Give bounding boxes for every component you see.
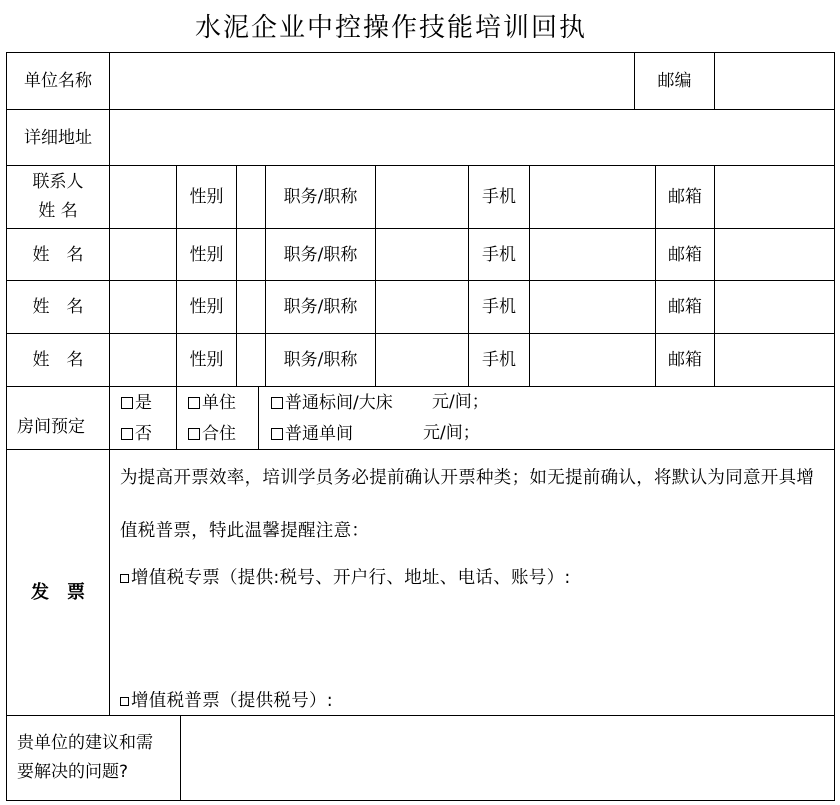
checkbox-icon[interactable] bbox=[271, 397, 283, 409]
email-label: 邮箱 bbox=[655, 228, 715, 281]
invoice-label: 发 票 bbox=[6, 449, 110, 716]
standard-room-label: 普通标间/大床 bbox=[285, 392, 393, 413]
gender-label: 性别 bbox=[176, 333, 237, 387]
contact-label-line-1: 联系人 bbox=[32, 172, 84, 192]
gender-label: 性别 bbox=[176, 165, 237, 229]
name-label: 姓 名 bbox=[6, 228, 110, 281]
contact-2-email-field[interactable] bbox=[714, 228, 835, 281]
address-field[interactable] bbox=[109, 109, 835, 166]
email-label: 邮箱 bbox=[655, 333, 715, 387]
special-invoice-label: 增值税专票（提供:税号、开户行、地址、电话、账号）: bbox=[131, 568, 571, 588]
contact-3-mobile-field[interactable] bbox=[529, 280, 656, 334]
single-room-price-unit: 元/间； bbox=[423, 423, 480, 443]
room-needed-options bbox=[109, 386, 177, 450]
name-label: 姓 名 bbox=[6, 333, 110, 387]
checkbox-icon[interactable] bbox=[188, 397, 200, 409]
checkbox-icon[interactable] bbox=[120, 697, 129, 706]
position-label: 职务/职称 bbox=[265, 165, 376, 229]
contact-3-email-field[interactable] bbox=[714, 280, 835, 334]
position-label: 职务/职称 bbox=[265, 228, 376, 281]
checkbox-icon[interactable] bbox=[121, 428, 133, 440]
contact-3-name-field[interactable] bbox=[109, 280, 177, 334]
mobile-label: 手机 bbox=[468, 228, 530, 281]
special-invoice-option[interactable] bbox=[120, 566, 571, 590]
mobile-label: 手机 bbox=[468, 333, 530, 387]
room-no-label: 否 bbox=[135, 423, 152, 444]
invoice-notice-line-2: 值税普票，特此温馨提醒注意： bbox=[120, 521, 370, 541]
position-label: 职务/职称 bbox=[265, 333, 376, 387]
checkbox-icon[interactable] bbox=[271, 428, 283, 440]
room-type-options bbox=[258, 386, 835, 450]
suggestions-label bbox=[6, 715, 181, 801]
email-label: 邮箱 bbox=[655, 165, 715, 229]
postcode-label: 邮编 bbox=[634, 52, 715, 110]
contact-1-gender-field[interactable] bbox=[236, 165, 266, 229]
mobile-label: 手机 bbox=[468, 280, 530, 334]
checkbox-icon[interactable] bbox=[188, 428, 200, 440]
form-title: 水泥企业中控操作技能培训回执 bbox=[194, 13, 587, 43]
gender-label: 性别 bbox=[176, 280, 237, 334]
contact-1-name-field[interactable] bbox=[109, 165, 177, 229]
standard-room-price-unit: 元/间； bbox=[432, 392, 489, 412]
invoice-section bbox=[109, 449, 835, 716]
suggestions-label-line-1: 贵单位的建议和需 bbox=[17, 733, 153, 753]
single-room-label: 普通单间 bbox=[285, 423, 353, 444]
normal-invoice-option[interactable] bbox=[120, 689, 333, 713]
contact-4-gender-field[interactable] bbox=[236, 333, 266, 387]
single-room-option[interactable] bbox=[271, 418, 834, 449]
postcode-field[interactable] bbox=[714, 52, 835, 110]
occupancy-options bbox=[176, 386, 259, 450]
contact-3-position-field[interactable] bbox=[375, 280, 469, 334]
contact-2-position-field[interactable] bbox=[375, 228, 469, 281]
contact-4-name-field[interactable] bbox=[109, 333, 177, 387]
suggestions-field[interactable] bbox=[180, 715, 835, 801]
single-occupancy-option[interactable] bbox=[188, 387, 258, 418]
standard-room-option[interactable] bbox=[271, 387, 834, 418]
checkbox-icon[interactable] bbox=[120, 574, 129, 583]
single-occupancy-label: 单住 bbox=[202, 392, 236, 413]
contact-3-gender-field[interactable] bbox=[236, 280, 266, 334]
contact-4-email-field[interactable] bbox=[714, 333, 835, 387]
room-yes-option[interactable] bbox=[121, 387, 176, 418]
email-label: 邮箱 bbox=[655, 280, 715, 334]
mobile-label: 手机 bbox=[468, 165, 530, 229]
suggestions-label-line-2: 要解决的问题? bbox=[17, 762, 129, 782]
checkbox-icon[interactable] bbox=[121, 397, 133, 409]
invoice-notice-line-1: 为提高开票效率，培训学员务必提前确认开票种类；如无提前确认，将默认为同意开具增 bbox=[120, 468, 815, 488]
contact-2-name-field[interactable] bbox=[109, 228, 177, 281]
address-label: 详细地址 bbox=[6, 109, 110, 166]
contact-4-mobile-field[interactable] bbox=[529, 333, 656, 387]
name-label: 姓 名 bbox=[6, 280, 110, 334]
contact-2-mobile-field[interactable] bbox=[529, 228, 656, 281]
contact-name-label bbox=[6, 165, 110, 229]
unit-name-label: 单位名称 bbox=[6, 52, 110, 110]
contact-1-email-field[interactable] bbox=[714, 165, 835, 229]
room-no-option[interactable] bbox=[121, 418, 176, 449]
contact-1-position-field[interactable] bbox=[375, 165, 469, 229]
normal-invoice-label: 增值税普票（提供税号）: bbox=[131, 691, 333, 711]
shared-occupancy-option[interactable] bbox=[188, 418, 258, 449]
contact-1-mobile-field[interactable] bbox=[529, 165, 656, 229]
contact-label-line-2: 姓 名 bbox=[38, 201, 78, 221]
room-booking-label: 房间预定 bbox=[6, 386, 110, 450]
position-label: 职务/职称 bbox=[265, 280, 376, 334]
gender-label: 性别 bbox=[176, 228, 237, 281]
contact-2-gender-field[interactable] bbox=[236, 228, 266, 281]
room-yes-label: 是 bbox=[135, 392, 152, 413]
contact-4-position-field[interactable] bbox=[375, 333, 469, 387]
unit-name-field[interactable] bbox=[109, 52, 635, 110]
shared-occupancy-label: 合住 bbox=[202, 423, 236, 444]
